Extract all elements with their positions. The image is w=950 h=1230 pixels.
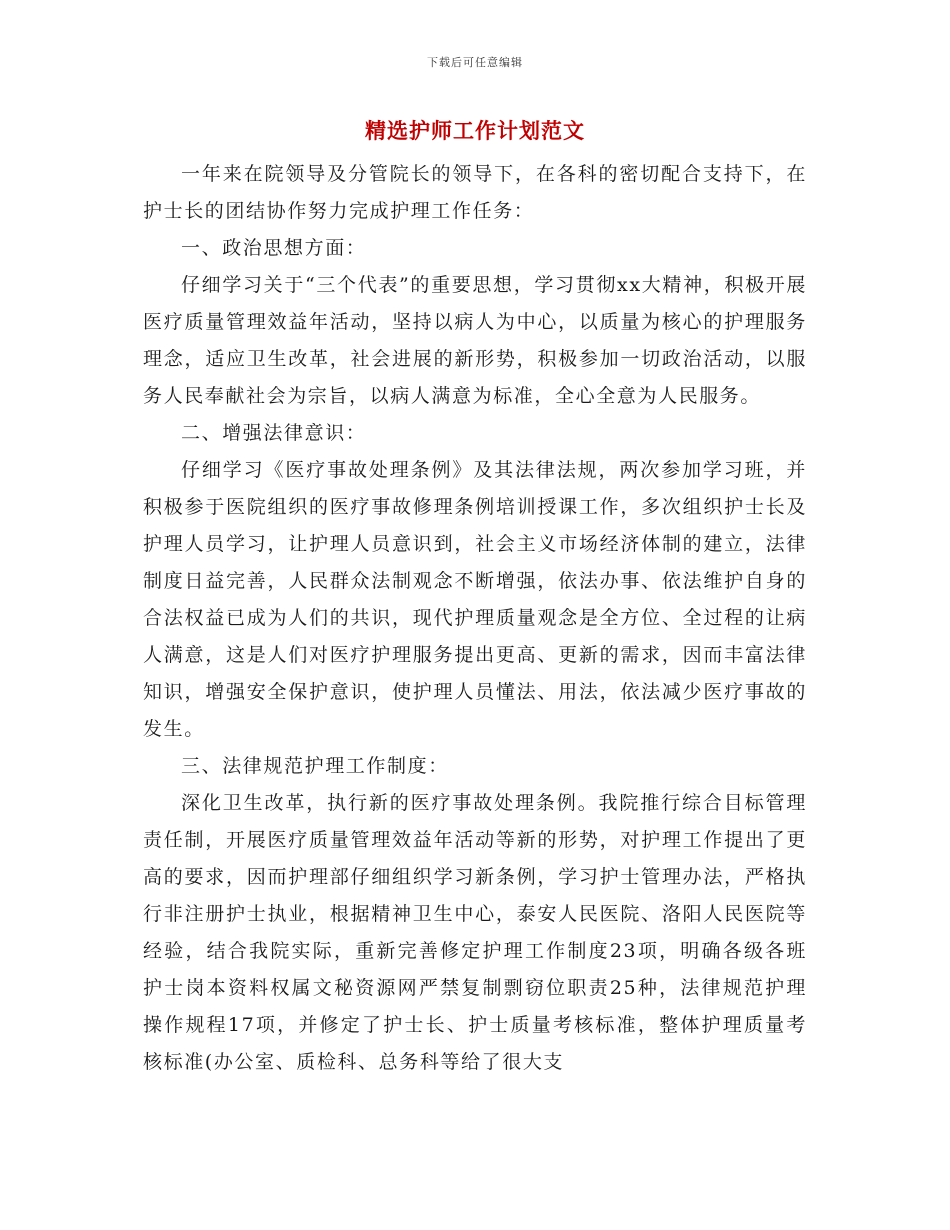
paragraph-intro: 一年来在院领导及分管院长的领导下，在各科的密切配合支持下，在护士长的团结协作努力完成护理工作任务： — [143, 163, 807, 222]
document-title: 精选护师工作计划范文 — [365, 118, 585, 143]
section-heading-politics: 一、政治思想方面： — [181, 237, 367, 259]
section-heading-law: 二、增强法律意识： — [181, 422, 367, 444]
paragraph-law: 仔细学习《医疗事故处理条例》及其法律法规，两次参加学习班，并积极参于医院组织的医疗事故修理条例培训授课工作，多次组织护士长及护理人员学习，让护理人员意识到，社会主义市场经济体制的建立，法律制度日益完善，人民群众法制观念不断增强，依法办事、依法维护自身的合法权益已成为人们的共识，现代护理质量观念是全方位、全过程的让病人满意，这是人们对医疗护理服务提出更高、更新的需求，因而丰富法律知识，增强安全保护意识，使护理人员懂法、用法，依法减少医疗事故的发生。 — [143, 459, 807, 740]
page-header-note: 下载后可任意编辑 — [427, 56, 523, 69]
section-heading-regulations: 三、法律规范护理工作制度： — [181, 755, 449, 777]
document-body — [143, 156, 807, 1081]
paragraph-politics: 仔细学习关于“三个代表”的重要思想，学习贯彻xx大精神，积极开展医疗质量管理效益年活动，坚持以病人为中心，以质量为核心的护理服务理念，适应卫生改革，社会进展的新形势，积极参加一切政治活动，以服务人民奉献社会为宗旨，以病人满意为标准，全心全意为人民服务。 — [143, 274, 807, 407]
paragraph-regulations: 深化卫生改革，执行新的医疗事故处理条例。我院推行综合目标管理责任制，开展医疗质量管理效益年活动等新的形势，对护理工作提出了更高的要求，因而护理部仔细组织学习新条例，学习护士管理办法，严格执行非注册护士执业，根据精神卫生中心，泰安人民医院、洛阳人民医院等经验，结合我院实际，重新完善修定护理工作制度23项，明确各级各班护士岗本资料权属文秘资源网严禁复制剽窃位职责25种，法律规范护理操作规程17项，并修定了护士长、护士质量考核标准，整体护理质量考核标准(办公室、质检科、总务科等给了很大支 — [143, 792, 807, 1073]
